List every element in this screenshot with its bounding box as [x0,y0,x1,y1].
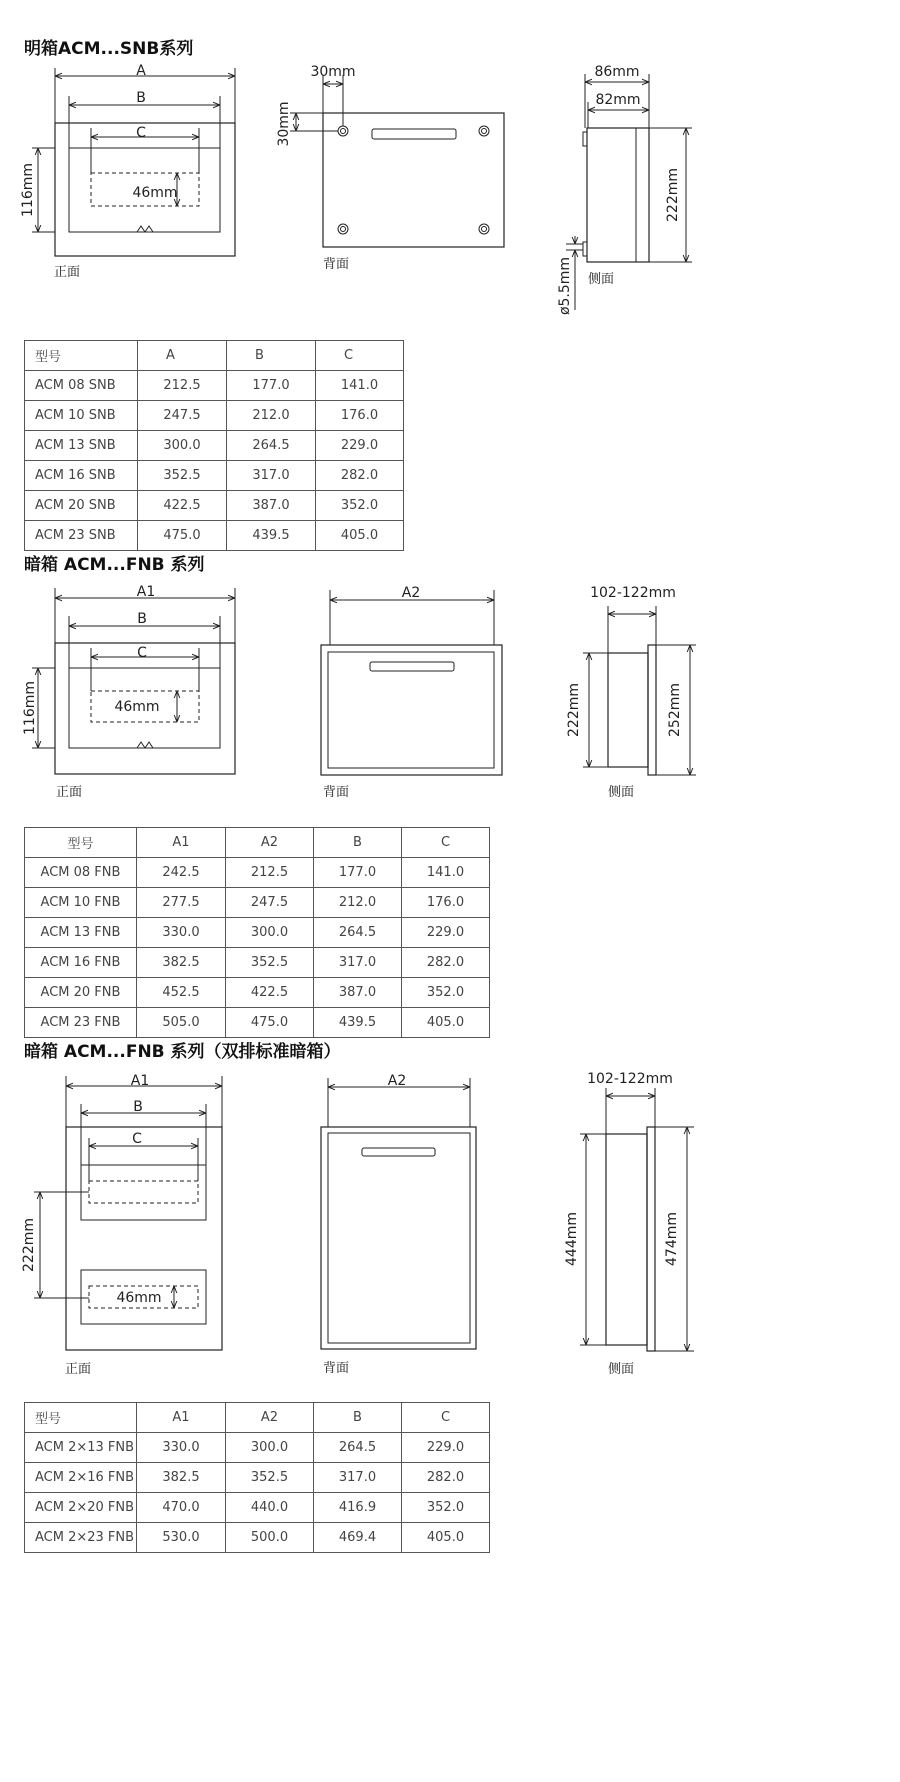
table-cell: 212.0 [227,401,316,431]
table-cell: 282.0 [402,948,490,978]
section1-title: 明箱ACM...SNB系列 [24,39,194,59]
table-row [25,918,490,948]
table-cell: 141.0 [402,858,490,888]
table-cell: 264.5 [314,918,402,948]
table-header-row [25,341,404,371]
table-cell: 382.5 [137,1463,226,1493]
section2-title: 暗箱 ACM...FNB 系列 [24,555,205,575]
table-cell: 405.0 [402,1008,490,1038]
s2-side-caption: 侧面 [608,785,635,800]
s3-spec-table [24,1402,490,1553]
table-header-cell: A1 [137,1403,226,1433]
s1-side-dim-hole: ø5.5mm [557,256,573,316]
table-cell: 387.0 [314,978,402,1008]
table-cell: 177.0 [314,858,402,888]
table-header-cell: A2 [226,828,314,858]
s3-side-view [564,1071,694,1377]
table-cell: 530.0 [137,1523,226,1553]
table-header-cell: A2 [226,1403,314,1433]
table-cell: ACM 08 FNB [25,858,137,888]
s2-front-view [22,584,235,800]
s1-dim-A: A [136,63,146,79]
table-row [25,1463,490,1493]
s2-back-view [321,585,502,800]
table-cell: 264.5 [314,1433,402,1463]
s1-side-dim-height: 222mm [665,168,681,222]
table-cell: 352.5 [138,461,227,491]
table-cell: 439.5 [227,521,316,551]
s1-side-view [557,64,692,315]
table-row [25,858,490,888]
table-cell: ACM 16 FNB [25,948,137,978]
table-cell: 229.0 [402,918,490,948]
table-header-cell: A [138,341,227,371]
s1-dim-module: 46mm [132,185,178,201]
table-row [25,491,404,521]
table-cell: ACM 13 FNB [25,918,137,948]
table-cell: 317.0 [314,1463,402,1493]
table-header-cell: B [227,341,316,371]
table-cell: 405.0 [402,1523,490,1553]
table-cell: 282.0 [402,1463,490,1493]
s3-front-view [21,1073,222,1377]
section1-drawings [0,60,900,360]
table-row [25,948,490,978]
table-header-row [25,828,490,858]
s3-side-dim-outer: 474mm [664,1212,680,1266]
table-cell: ACM 16 SNB [25,461,138,491]
table-cell: 387.0 [227,491,316,521]
table-cell: ACM 10 FNB [25,888,137,918]
s1-back-dim-x: 30mm [310,64,356,80]
s1-front-view [20,63,235,280]
table-row [25,371,404,401]
table-cell: 176.0 [316,401,404,431]
table-header-row [25,1403,490,1433]
s1-dim-B: B [136,90,146,106]
table-row [25,431,404,461]
s2-side-dim-inner: 222mm [566,683,582,737]
table-row [25,1008,490,1038]
s3-dim-A1: A1 [130,1073,150,1089]
table-cell: 352.0 [316,491,404,521]
table-cell: 352.5 [226,948,314,978]
table-cell: 422.5 [226,978,314,1008]
table-cell: 475.0 [138,521,227,551]
table-row [25,888,490,918]
table-cell: ACM 2×13 FNB [25,1433,137,1463]
table-cell: 242.5 [137,858,226,888]
table-header-cell: B [314,1403,402,1433]
table-cell: 352.5 [226,1463,314,1493]
s1-back-dim-y: 30mm [276,101,292,147]
s2-front-caption: 正面 [56,785,83,800]
table-cell: 330.0 [137,918,226,948]
s1-back-caption: 背面 [323,257,350,272]
table-cell: 282.0 [316,461,404,491]
table-cell: 352.0 [402,1493,490,1523]
s2-side-dim-outer: 252mm [667,683,683,737]
s1-dim-height: 116mm [20,163,36,217]
table-cell: 405.0 [316,521,404,551]
table-cell: ACM 2×23 FNB [25,1523,137,1553]
table-header-cell: C [402,1403,490,1433]
table-cell: ACM 23 FNB [25,1008,137,1038]
s3-side-dim-inner: 444mm [564,1212,580,1266]
section2-drawings [0,580,900,810]
table-cell: 500.0 [226,1523,314,1553]
table-row [25,1523,490,1553]
table-cell: 317.0 [314,948,402,978]
s2-side-view [566,585,696,800]
section3-title: 暗箱 ACM...FNB 系列（双排标准暗箱） [24,1042,341,1062]
table-cell: 141.0 [316,371,404,401]
table-cell: 212.0 [314,888,402,918]
s1-side-caption: 侧面 [588,272,615,287]
table-cell: 300.0 [226,1433,314,1463]
table-cell: 382.5 [137,948,226,978]
table-header-cell: B [314,828,402,858]
table-cell: ACM 20 FNB [25,978,137,1008]
table-row [25,1433,490,1463]
s3-side-caption: 侧面 [608,1362,635,1377]
table-row [25,978,490,1008]
s1-side-dim-depth-outer: 86mm [594,64,640,80]
table-cell: 422.5 [138,491,227,521]
table-cell: 247.5 [226,888,314,918]
s3-back-view [321,1073,476,1376]
table-cell: 212.5 [226,858,314,888]
table-cell: 300.0 [138,431,227,461]
s2-dim-A2: A2 [401,585,421,601]
s3-dim-module: 46mm [116,1290,162,1306]
table-header-cell: 型号 [25,341,138,371]
s3-side-dim-depth: 102-122mm [587,1071,673,1087]
table-cell: 277.5 [137,888,226,918]
s2-dim-height: 116mm [22,681,38,735]
table-cell: 176.0 [402,888,490,918]
table-cell: ACM 2×20 FNB [25,1493,137,1523]
table-cell: ACM 13 SNB [25,431,138,461]
s3-front-caption: 正面 [65,1362,92,1377]
table-cell: 177.0 [227,371,316,401]
table-header-cell: C [402,828,490,858]
table-cell: 247.5 [138,401,227,431]
table-cell: 505.0 [137,1008,226,1038]
s3-dim-B: B [133,1099,143,1115]
table-cell: 440.0 [226,1493,314,1523]
table-row [25,401,404,431]
table-header-cell: 型号 [25,1403,137,1433]
table-cell: 229.0 [402,1433,490,1463]
table-cell: 452.5 [137,978,226,1008]
s1-back-view [276,64,504,272]
table-cell: ACM 10 SNB [25,401,138,431]
table-cell: ACM 23 SNB [25,521,138,551]
table-header-cell: A1 [137,828,226,858]
table-row [25,1493,490,1523]
s1-spec-table [24,340,404,551]
table-cell: 470.0 [137,1493,226,1523]
table-row [25,521,404,551]
table-row [25,461,404,491]
table-cell: 264.5 [227,431,316,461]
table-cell: 317.0 [227,461,316,491]
s2-dim-C: C [137,645,147,661]
table-cell: 352.0 [402,978,490,1008]
table-cell: 469.4 [314,1523,402,1553]
table-cell: ACM 08 SNB [25,371,138,401]
s3-dim-C: C [132,1131,142,1147]
table-cell: 300.0 [226,918,314,948]
section3-drawings [0,1068,900,1388]
s1-dim-C: C [136,125,146,141]
s1-side-dim-depth-inner: 82mm [595,92,641,108]
table-header-cell: 型号 [25,828,137,858]
s2-dim-module: 46mm [114,699,160,715]
s2-dim-B: B [137,611,147,627]
s1-front-caption: 正面 [54,265,81,280]
table-cell: ACM 2×16 FNB [25,1463,137,1493]
s2-dim-A1: A1 [136,584,156,600]
table-header-cell: C [316,341,404,371]
table-cell: ACM 20 SNB [25,491,138,521]
s2-back-caption: 背面 [323,785,350,800]
s2-side-dim-depth: 102-122mm [590,585,676,601]
table-cell: 439.5 [314,1008,402,1038]
s2-spec-table [24,827,490,1038]
table-cell: 330.0 [137,1433,226,1463]
table-cell: 229.0 [316,431,404,461]
s3-dim-A2: A2 [387,1073,407,1089]
table-cell: 475.0 [226,1008,314,1038]
s3-dim-height: 222mm [21,1218,37,1272]
table-cell: 416.9 [314,1493,402,1523]
s3-back-caption: 背面 [323,1361,350,1376]
table-cell: 212.5 [138,371,227,401]
